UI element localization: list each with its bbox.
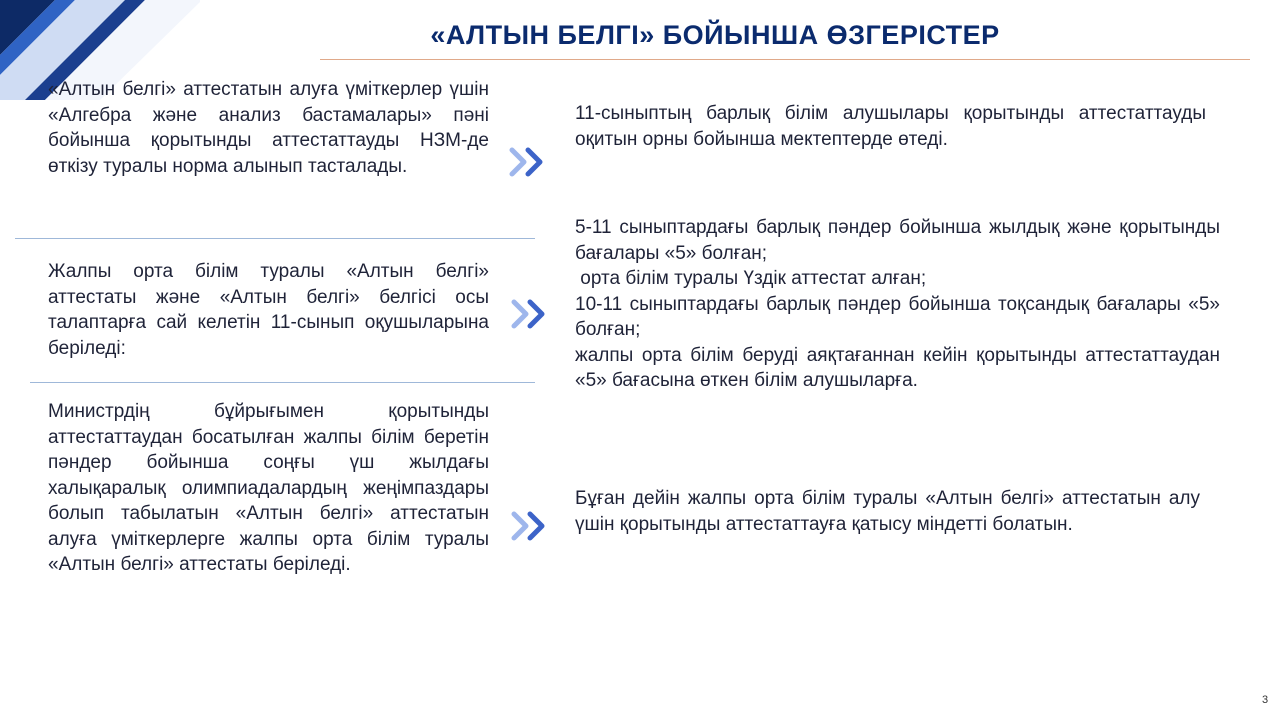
left-divider-1 bbox=[15, 238, 535, 239]
right-text-previous-rule: Бұған дейін жалпы орта білім туралы «Алтын белгі» аттестатын алу үшін қорытынды аттестаттауға қатысу міндетті болатын. bbox=[575, 488, 1200, 535]
criteria-line: 10-11 сыныптардағы барлық пәндер бойынша тоқсандық бағалары «5» болған; bbox=[575, 293, 1220, 340]
left-text-norm-removed: «Алтын белгі» аттестатын алуға үміткерлер үшін «Алгебра және анализ бастамалары» пәні бойынша қорытынды аттестаттауды НЗМ-де өткізу туралы норма алынып тасталады. bbox=[48, 79, 489, 177]
criteria-line: жалпы орта білім беруді аяқтағаннан кейін қорытынды аттестаттаудан «5» бағасына өткен білім алушыларға. bbox=[575, 344, 1220, 391]
right-criteria-list bbox=[575, 215, 1220, 394]
criteria-line: орта білім туралы Үздік аттестат алған; bbox=[575, 268, 927, 289]
left-text-award-criteria: Жалпы орта білім туралы «Алтын белгі» аттестаты және «Алтын белгі» белгісі осы талаптарға сай келетін 11-сынып оқушыларына беріледі: bbox=[48, 261, 489, 359]
double-chevron-right-icon bbox=[508, 508, 552, 544]
left-divider-2 bbox=[30, 382, 535, 383]
double-chevron-right-icon bbox=[506, 144, 550, 180]
slide-title: «АЛТЫН БЕЛГІ» БОЙЫНША ӨЗГЕРІСТЕР bbox=[430, 20, 1000, 50]
title-underline bbox=[320, 59, 1250, 60]
right-text-attestation-location: 11-сыныптың барлық білім алушылары қорытынды аттестаттауды оқитын орны бойынша мектептерде өтеді. bbox=[575, 103, 1206, 150]
page-number: 3 bbox=[1262, 694, 1269, 706]
criteria-line: 5-11 сыныптардағы барлық пәндер бойынша жылдық және қорытынды бағалары «5» болған; bbox=[575, 217, 1220, 264]
double-chevron-right-icon bbox=[508, 296, 552, 332]
left-text-olympiad-winners: Министрдің бұйрығымен қорытынды аттестаттаудан босатылған жалпы білім беретін пәндер бойынша соңғы үш жылдағы халықаралық олимпиадалардың жеңімпаздары болып табылатын «Алтын белгі» аттестатын алуға үміткерлерге жалпы орта білім туралы «Алтын белгі» аттестаты беріледі. bbox=[48, 401, 489, 575]
